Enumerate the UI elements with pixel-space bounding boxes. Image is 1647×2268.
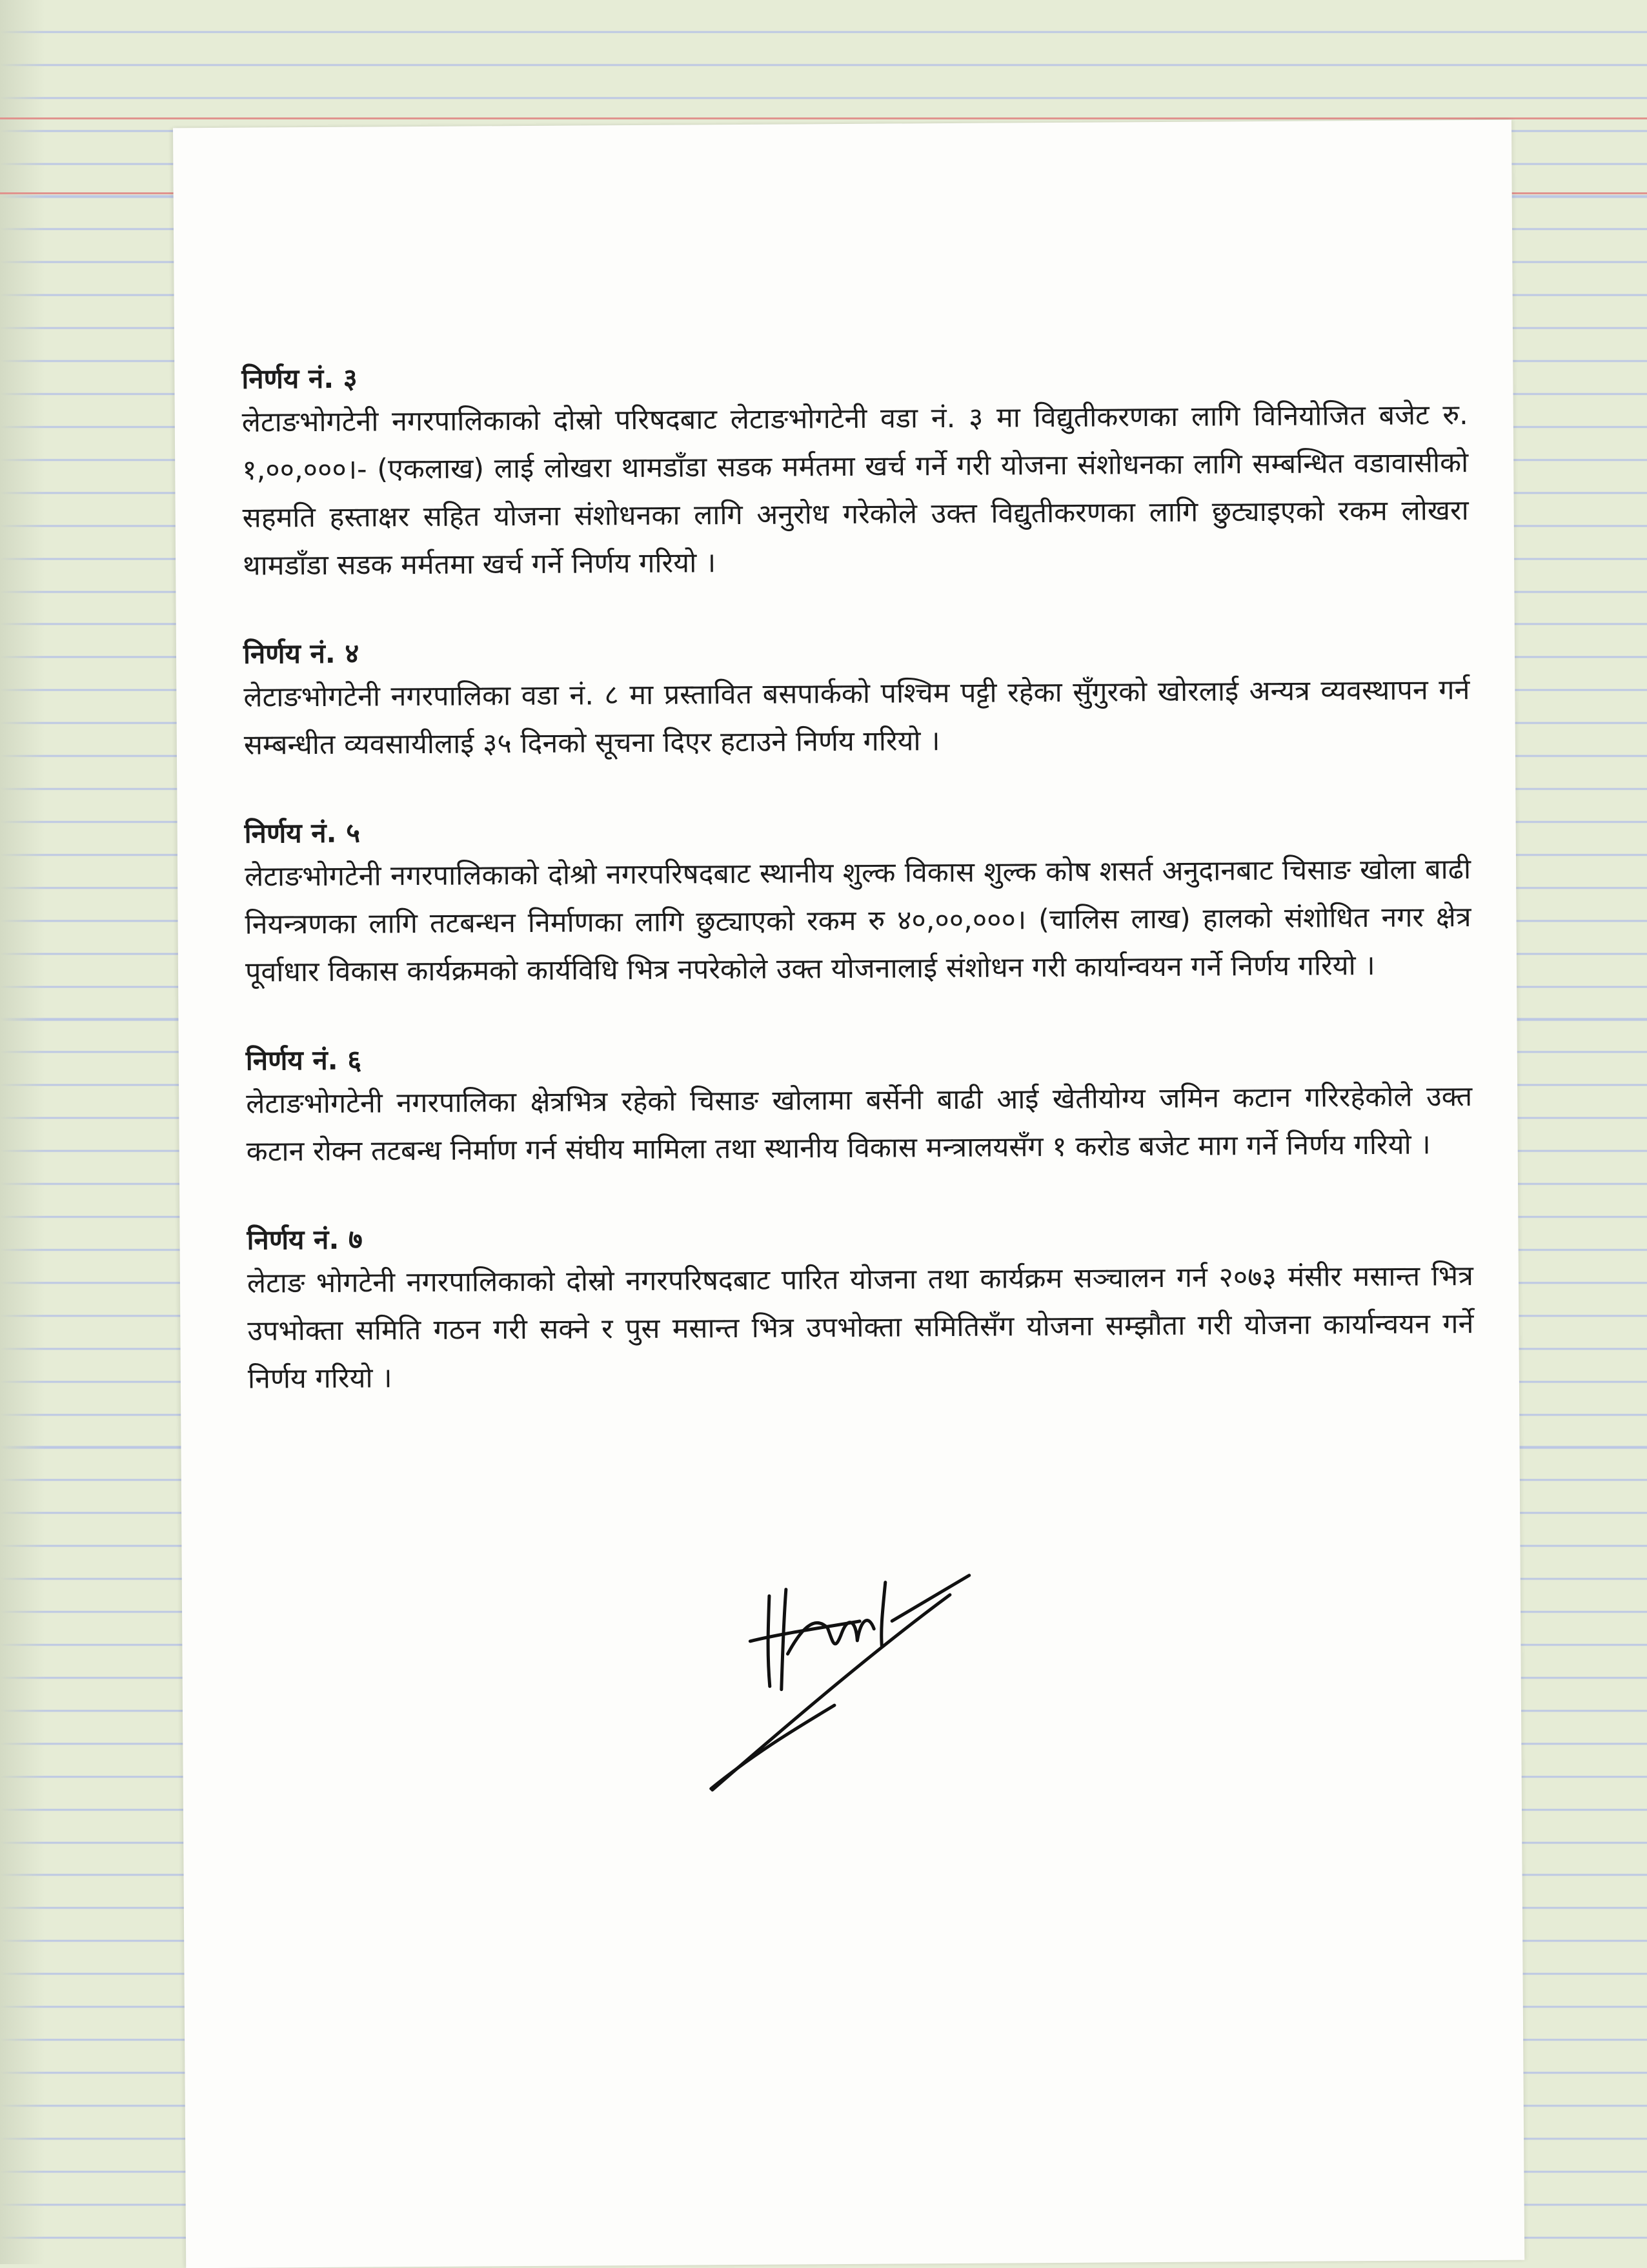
ledger-margin-line-1 [0, 117, 1647, 119]
decision-7 [247, 1213, 1474, 1403]
document-content [241, 352, 1474, 1448]
decision-body: लेटाङभोगटेनी नगरपालिकाको दोश्रो नगरपरिषदबाट स्थानीय शुल्क विकास शुल्क कोष शसर्त अनुदानबाट चिसाङ खोला बाढी नियन्त्रणका लागि तटबन्धन निर्माणका लागि छुट्याएको रकम रु ४०,००,०००। (चालिस लाख) हालको संशोधित नगर क्षेत्र पूर्वाधार विकास कार्यक्रमको कार्यविधि भित्र नपरेकोले उक्त योजनालाई संशोधन गरी कार्यान्वयन गर्ने निर्णय गरियो । [244, 853, 1471, 989]
decision-body: लेटाङ भोगटेनी नगरपालिकाको दोस्रो नगरपरिषदबाट पारित योजना तथा कार्यक्रम सञ्चालन गर्न २०७३ मंसीर मसान्त भित्र उपभोक्ता समिति गठन गरी सक्ने र पुस मसान्त भित्र उपभोक्ता समितिसँग योजना सम्झौता गरी योजना कार्यान्वयन गर्ने निर्णय गरियो । [247, 1260, 1474, 1395]
decision-heading: निर्णय नं. ३ [241, 362, 358, 395]
decision-heading: निर्णय नं. ४ [243, 637, 359, 670]
decision-5 [245, 807, 1472, 997]
decision-body: लेटाङभोगटेनी नगरपालिकाको दोस्रो परिषदबाट लेटाङभोगटेनी वडा नं. ३ मा विद्युतीकरणका लागि विनियोजित बजेट रु. १,००,०००।- (एकलाख) लाई लोखरा थामडाँडा सडक मर्मतमा खर्च गर्ने गरी योजना संशोधनका लागि सम्बन्धित वडावासीको सहमति हस्ताक्षर सहित योजना संशोधनका लागि अनुरोध गरेकोले उक्त विद्युतीकरणका लागि छुट्याइएको रकम लोखरा थामडाँडा सडक मर्मतमा खर्च गर्ने निर्णय गरियो । [241, 399, 1469, 582]
decision-4 [243, 627, 1470, 769]
decision-heading: निर्णय नं. ७ [247, 1223, 363, 1256]
decision-body: लेटाङभोगटेनी नगरपालिका वडा नं. ८ मा प्रस्तावित बसपार्कको पश्चिम पट्टी रहेका सुँगुरको खोरलाई अन्यत्र व्यवस्थापन गर्न सम्बन्धीत व्यवसायीलाई ३५ दिनको सूचना दिएर हटाउने निर्णय गरियो । [243, 674, 1470, 762]
decision-3 [241, 352, 1469, 590]
decision-6 [246, 1034, 1473, 1176]
decision-body: लेटाङभोगटेनी नगरपालिका क्षेत्रभित्र रहेको चिसाङ खोलामा बर्सेनी बाढी आई खेतीयोग्य जमिन कटान गरिरहेकोले उक्त कटान रोक्न तटबन्ध निर्माण गर्न संघीय मामिला तथा स्थानीय विकास मन्त्रालयसँग १ करोड बजेट माग गर्ने निर्णय गरियो । [246, 1080, 1473, 1168]
document-sheet [173, 120, 1524, 2268]
signature-icon [672, 1555, 1009, 1803]
decision-heading: निर्णय नं. ६ [245, 1044, 362, 1077]
decision-heading: निर्णय नं. ५ [244, 816, 361, 849]
ledger-shadow [0, 0, 45, 2264]
